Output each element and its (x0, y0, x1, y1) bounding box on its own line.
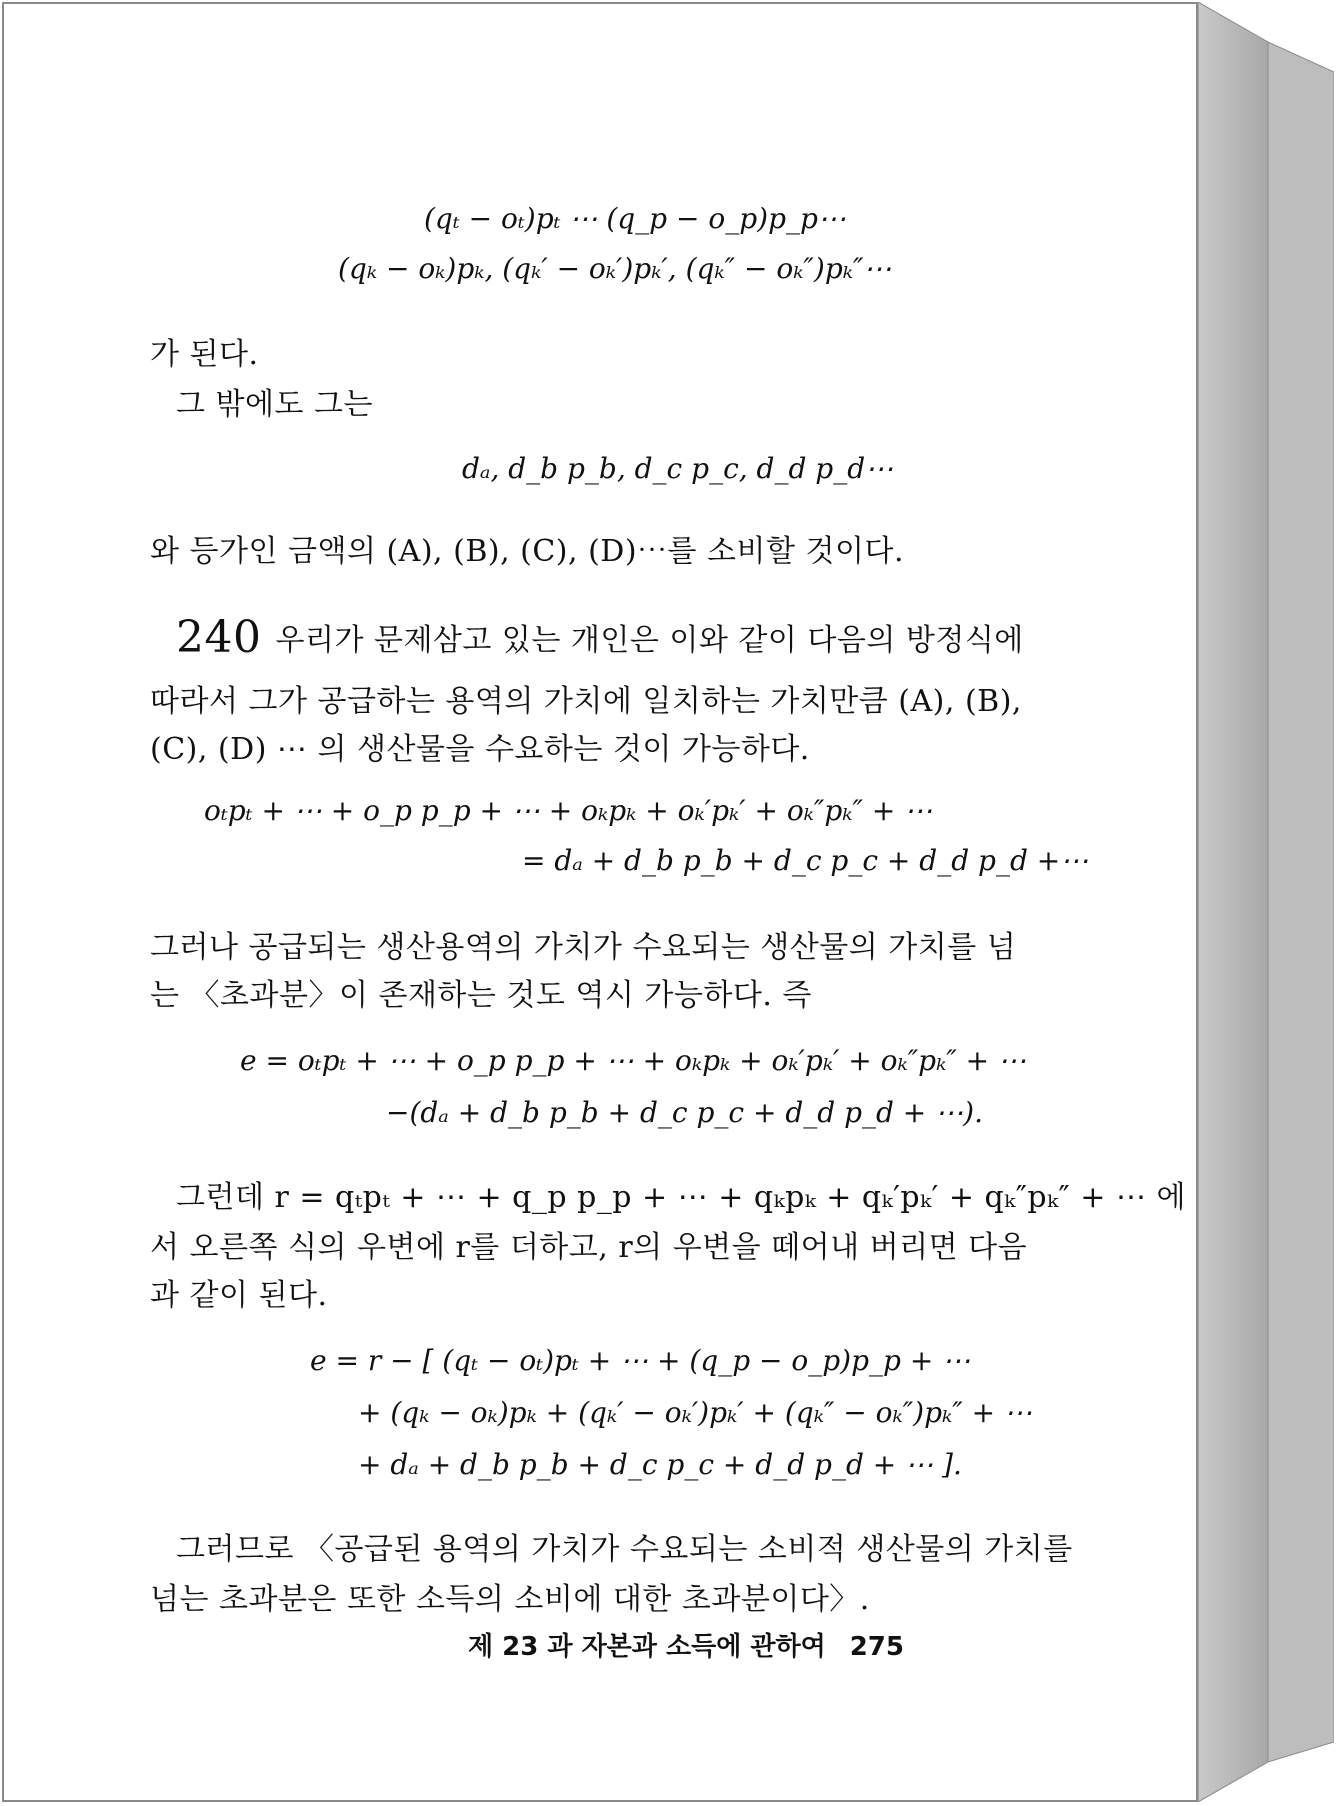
paragraph-number: 240 (176, 612, 262, 663)
paragraph-240-line-3: (C), (D) ⋯ 의 생산물을 수요하는 것이 가능하다. (150, 732, 810, 767)
page-footer (468, 1626, 904, 1663)
equation-5-line-2: + (qₖ − oₖ)pₖ + (qₖ′ − oₖ′)pₖ′ + (qₖ″ − oₖ″)pₖ″ + ⋯ (358, 1396, 1032, 1429)
book-page (2, 2, 1198, 1802)
text-line: 서 오른쪽 식의 우변에 r를 더하고, r의 우변을 떼어내 버리면 다음 (150, 1230, 1028, 1265)
text-line: 는 〈초과분〉이 존재하는 것도 역시 가능하다. 즉 (150, 978, 812, 1013)
text-line: 그런데 r = qₜpₜ + ⋯ + q_p p_p + ⋯ + qₖpₖ + qₖ′pₖ′ + qₖ″pₖ″ + ⋯ 에 (176, 1180, 1186, 1215)
equation-4-line-1: e = oₜpₜ + ⋯ + o_p p_p + ⋯ + oₖpₖ + oₖ′pₖ′ + oₖ″pₖ″ + ⋯ (240, 1044, 1027, 1077)
text-line: 그 밖에도 그는 (176, 387, 373, 422)
book-edge-shading (1198, 2, 1334, 1802)
text-line: 그러나 공급되는 생산용역의 가치가 수요되는 생산물의 가치를 넘 (150, 930, 1017, 965)
paragraph-text: 우리가 문제삼고 있는 개인은 이와 같이 다음의 방정식에 (275, 623, 1024, 658)
equation-5-line-3: + dₐ + d_b p_b + d_c p_c + d_d p_d + ⋯ ]. (358, 1448, 962, 1481)
text-line: 넘는 초과분은 또한 소득의 소비에 대한 초과분이다〉. (150, 1582, 870, 1617)
equation-3-line-1: oₜpₜ + ⋯ + o_p p_p + ⋯ + oₖpₖ + oₖ′pₖ′ + oₖ″pₖ″ + ⋯ (204, 794, 933, 827)
chapter-title: 제 23 과 자본과 소득에 관하여 (468, 1632, 826, 1662)
equation-4-line-2: −(dₐ + d_b p_b + d_c p_c + d_d p_d + ⋯). (386, 1096, 983, 1129)
page-number: 275 (849, 1632, 904, 1662)
equation-2: dₐ, d_b p_b, d_c p_c, d_d p_d⋯ (462, 452, 894, 485)
book-spine (1198, 2, 1334, 1802)
paragraph-240-line-1 (176, 612, 1024, 663)
equation-1-line-2: (qₖ − oₖ)pₖ, (qₖ′ − oₖ′)pₖ′, (qₖ″ − oₖ″)pₖ″⋯ (338, 252, 892, 285)
text-line: 가 된다. (150, 337, 259, 372)
equation-1-line-1: (qₜ − oₜ)pₜ ⋯ (q_p − o_p)p_p⋯ (424, 202, 846, 235)
equation-3-line-2: = dₐ + d_b p_b + d_c p_c + d_d p_d +⋯ (522, 844, 1089, 877)
text-line: 그러므로 〈공급된 용역의 가치가 수요되는 소비적 생산물의 가치를 (176, 1532, 1073, 1567)
equation-5-line-1: e = r − [ (qₜ − oₜ)pₜ + ⋯ + (q_p − o_p)p_p + ⋯ (310, 1344, 971, 1377)
text-line: 과 같이 된다. (150, 1278, 328, 1313)
paragraph-240-line-2: 따라서 그가 공급하는 용역의 가치에 일치하는 가치만큼 (A), (B), (150, 684, 1022, 719)
text-line: 와 등가인 금액의 (A), (B), (C), (D)⋯를 소비할 것이다. (150, 534, 905, 569)
